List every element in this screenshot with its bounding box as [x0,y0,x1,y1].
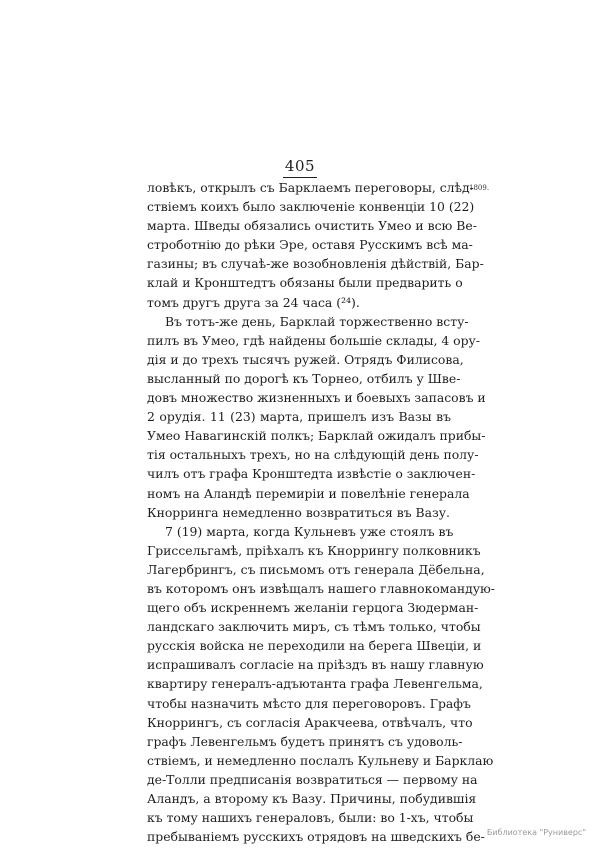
text-line: ловѣкъ, открылъ съ Барклаемъ переговоры, слѣд- [147,180,474,195]
text-line: Умео Навагинскій полкъ; Барклай ожидалъ прибы- [147,428,486,444]
text-line: Гриссельгамѣ, пріѣхалъ къ Кноррингу полковникъ [147,542,481,558]
text-line: графъ Левенгельмъ будетъ принятъ съ удоволь- [147,733,463,749]
text-line: пребываніемъ русскихъ отрядовъ на шведскихъ бе- [147,829,485,845]
text-line: ствіемъ коихъ было заключеніе конвенціи 10 (22) [147,199,475,215]
text-line: Лагербрингъ, съ письмомъ отъ генерала Дёбельна, [147,561,485,577]
text-line: тія остальныхъ трехъ, но на слѣдующій день полу- [147,447,479,463]
text-line: довъ множество жизненныхъ и боевыхъ запасовъ и [147,390,486,406]
text-line: 7 (19) марта, когда Кульневъ уже стоялъ въ [165,523,454,539]
page-number-text: 405 [284,157,316,175]
library-watermark: Библиотека "Руниверс" [486,828,586,837]
text-line: Аландъ, а второму къ Вазу. Причины, побудившія [147,791,477,806]
text-line: русскія войска не переходили на берега Швеціи, и [147,638,482,654]
text-line: Въ тотъ-же день, Барклай торжественно всту- [165,313,469,329]
text-line: щего объ искреннемъ желаніи герцога Зюдерман- [147,600,479,616]
text-line: дія и до трехъ тысячъ ружей. Отрядъ Филисова, [147,351,464,367]
text-line: клай и Кронштедтъ обязаны были предварить о [147,275,463,291]
text-line: строботнію до рѣки Эре, оставя Русскимъ всѣ ма- [147,237,473,253]
text-line: ландскаго заключить миръ, съ тѣмъ только, чтобы [147,619,481,635]
text-line: 2 орудія. 11 (23) марта, пришелъ изъ Вазы въ [147,409,451,425]
text-line: чилъ отъ графа Кронштедта извѣстіе о заключен- [147,466,476,482]
text-line: де-Толли предписанія возвратиться — первому на [147,771,478,787]
text-line: томъ другъ друга за 24 часа (²⁴). [147,294,360,310]
text-line: пилъ въ Умео, гдѣ найдены большіе склады, 4 ору- [147,332,481,348]
text-line: ствіемъ, и немедленно послалъ Кульневу и Барклаю [147,752,494,768]
text-line: газины; въ случаѣ-же возобновленія дѣйствій, Бар- [147,256,484,272]
text-line: къ тому нашихъ генераловъ, были: во 1-хъ, чтобы [147,810,474,826]
text-line: испрашивалъ согласіе на пріѣздъ въ нашу главную [147,657,484,673]
text-line: высланный по дорогѣ къ Торнео, отбилъ у Шве- [147,370,461,386]
page-number [0,157,600,178]
text-line: въ которомъ онъ извѣщалъ нашего главнокомандую- [147,580,495,596]
text-line: чтобы назначить мѣсто для переговоровъ. Графъ [147,695,471,711]
text-line: квартиру генералъ-адъютанта графа Левенгельма, [147,676,483,692]
text-line: марта. Шведы обязались очистить Умео и всю Ве- [147,218,477,234]
text-line: Кноррингъ, съ согласія Аракчеева, отвѣчалъ, что [147,714,473,730]
text-line: Кнорринга немедленно возвратиться въ Вазу. [147,504,450,520]
text-line: номъ на Аландѣ перемиріи и повелѣніе генерала [147,485,470,501]
margin-year-note: 1809. [469,184,490,192]
